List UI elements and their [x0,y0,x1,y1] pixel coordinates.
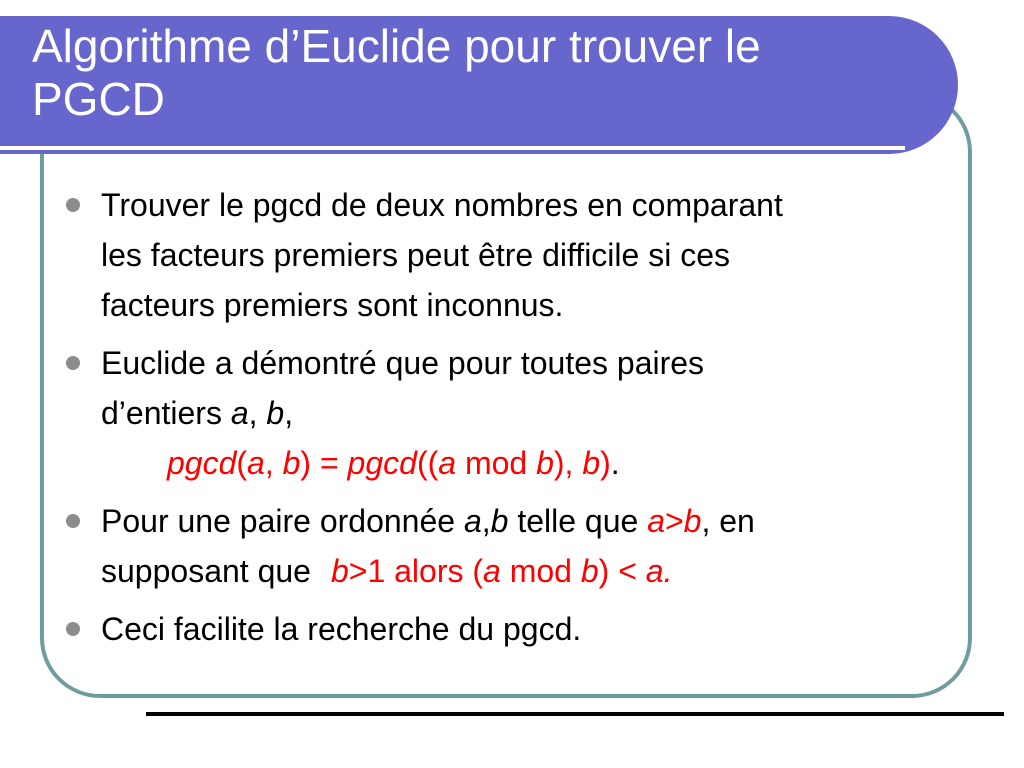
bullet-dot-icon [66,622,80,636]
formula-b: b [282,445,301,481]
variable-a: a [463,503,482,539]
formula-paren: (( [416,445,439,481]
slide-title [32,20,912,126]
bottom-rule [146,712,1004,716]
bullet-3-text-3: , en [701,503,755,539]
variable-a: a [230,395,249,431]
inequality-rest: >1 alors ( [348,553,484,589]
bullet-1-line-2: les facteurs premiers peut être difficile si ces [101,237,730,273]
title-underline [0,146,905,150]
comma: , [248,395,258,431]
formula-mod: mod [456,445,537,481]
inequality-b: b [330,553,349,589]
formula-a: a [438,445,457,481]
formula-period: . [610,445,620,481]
bullet-dot-icon [66,514,80,528]
variable-b: b [266,395,285,431]
bullet-2-line-1: Euclide a démontré que pour toutes paires [101,345,705,381]
bullet-list [66,180,966,662]
formula-pgcd-right: pgcd [347,445,417,481]
order-condition [647,503,701,539]
formula-paren: ) [600,445,611,481]
comma: , [481,503,491,539]
bullet-dot-icon [66,198,80,212]
formula-b: b [536,445,554,481]
formula-paren: ), [553,445,583,481]
bullet-1-line-1: Trouver le pgcd de deux nombres en comparant [101,187,783,223]
inequality-mod: mod [500,553,581,589]
mod-inequality [331,553,673,589]
bullet-3-text-1: Pour une paire ordonnée [101,503,464,539]
formula-paren: ) [300,445,312,481]
title-line-1: Algorithme d’Euclide pour trouver le [32,20,761,72]
formula-a: a [247,445,265,481]
bullet-3-text-2: telle que [508,503,648,539]
inequality-a: a. [645,553,673,589]
bullet-item-1 [66,180,966,330]
formula-equals: = [311,445,348,481]
formula-sep: , [264,445,283,481]
inequality-a: a [483,553,501,589]
inequality-b: b [580,553,599,589]
title-line-2: PGCD [32,73,165,125]
bullet-item-3 [66,496,966,596]
bullet-2-line-2: d’entiers [101,395,231,431]
inequality-lt: ) < [598,553,646,589]
formula-pgcd-left: pgcd [167,445,237,481]
bullet-item-2 [66,338,966,488]
bullet-dot-icon [66,356,80,370]
condition-b: b [683,503,702,539]
gcd-formula [167,445,611,481]
bullet-item-4 [66,604,966,654]
condition-gt: > [664,503,684,539]
formula-b: b [582,445,601,481]
formula-paren: ( [236,445,248,481]
bullet-4-text: Ceci facilite la recherche du pgcd. [101,611,582,647]
variable-b: b [490,503,509,539]
comma: , [284,395,294,431]
bullet-3-text-4: supposant que [101,553,311,589]
condition-a: a [647,503,665,539]
bullet-1-line-3: facteurs premiers sont inconnus. [101,287,564,323]
